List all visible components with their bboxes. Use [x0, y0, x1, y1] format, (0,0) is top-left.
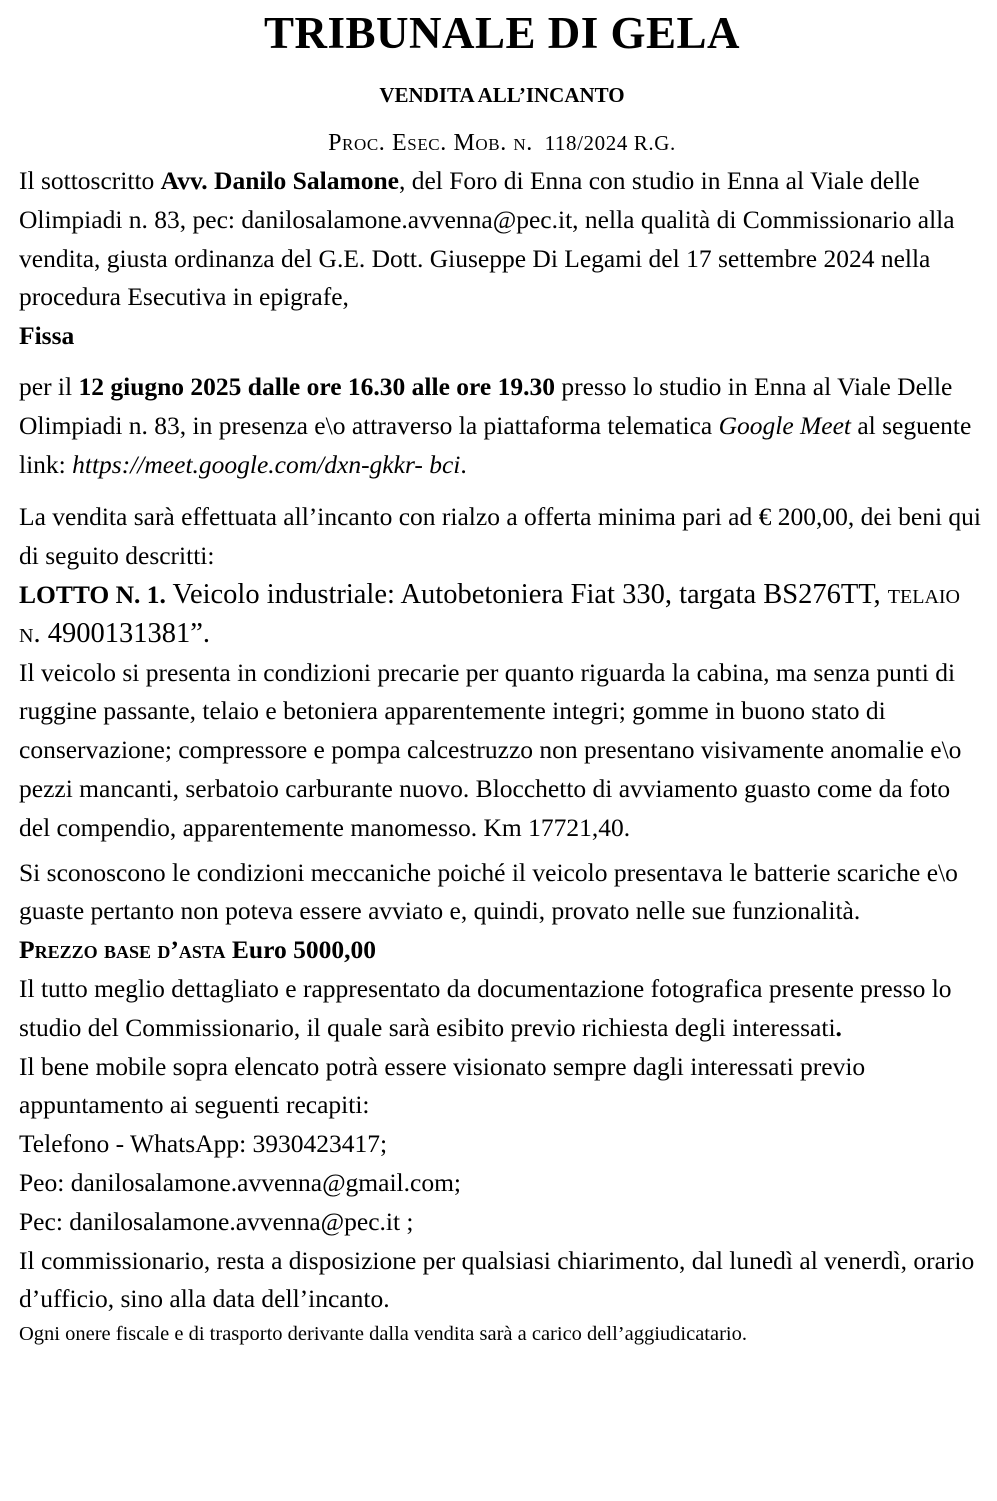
lawyer-name: Avv. Danilo Salamone — [160, 166, 399, 195]
contacts-intro: Il bene mobile sopra elencato potrà essere visionato sempre dagli interessati previo appuntamento ai seguenti recapiti: — [19, 1051, 866, 1120]
lot-desc-b: 4900131381”. — [40, 617, 210, 649]
vehicle-condition: Il veicolo si presenta in condizioni precarie per quanto riguarda la cabina, ma senza punti di ruggine passante, telaio e betoniera apparentemente integri; gomme in buono stato di conservazione; compressore e pompa calcestruzzo non presentano visivamente anomalie e\o pezzi mancanti, serbatoio carburante nuovo. Blocchetto di avviamento guasto come da foto del compendio, apparentemente manomesso. Km 17721,40. — [19, 657, 962, 842]
lot-desc-a: Veicolo industriale: Autobetoniera Fiat 330, targata BS276TT, — [165, 578, 888, 610]
schedule-text-a: per il — [19, 371, 79, 401]
sale-type-heading: VENDITA ALL’INCANTO — [379, 83, 625, 107]
fissa-label: Fissa — [19, 321, 75, 351]
docs-line-2-end: . — [835, 1012, 842, 1042]
contact-peo: Peo: danilosalamone.avvenna@gmail.com; — [19, 1167, 461, 1197]
schedule-text-d: . — [460, 449, 467, 479]
schedule-paragraph — [19, 368, 985, 484]
procedure-prefix: Proc. Esec. Mob. n. — [328, 130, 533, 156]
schedule-text-b: presso lo studio in Enna al Viale Delle Olimpiadi n. 83, in presenza e\o attraverso la piattaforma telematica — [19, 371, 953, 440]
intro-text-a: Il sottoscritto — [19, 166, 161, 195]
procedure-id: 118/2024 R.G. — [544, 131, 676, 155]
intro-paragraph — [19, 162, 985, 317]
lot-telaio: telaio n. — [19, 578, 960, 649]
base-price-label: Prezzo base d’asta — [19, 935, 226, 965]
intro-text-b: , del Foro di Enna con studio in Enna al Viale delle Olimpiadi n. 83, pec: danilosalamone.avvenna@pec.it, nella qualità di Commissionario alla vendita, giusta ordinanza del G.E. Dott. Giuseppe Di Legami del 17 settembre 2024 nella procedura Esecutiva in epigrafe, — [19, 166, 955, 312]
platform-name: Google Meet — [718, 410, 851, 440]
lot-label: LOTTO N. 1. — [19, 579, 166, 609]
base-price — [19, 931, 985, 970]
sale-paragraph: La vendita sarà effettuata all’incanto con rialzo a offerta minima pari ad € 200,00, dei beni qui di seguito descritti: — [19, 502, 982, 571]
base-price-value: Euro 5000,00 — [225, 935, 376, 965]
footer-note: Ogni onere fiscale e di trasporto derivante dalla vendita sarà a carico dell’aggiudicatario. — [19, 1323, 747, 1346]
lot-heading — [19, 576, 985, 654]
docs-line-2 — [19, 1009, 985, 1048]
availability-paragraph: Il commissionario, resta a disposizione per qualsiasi chiarimento, dal lunedì al venerdì, orario d’ufficio, sino alla data dell’incanto. — [19, 1245, 975, 1314]
auction-datetime: 12 giugno 2025 dalle ore 16.30 alle ore 19.30 — [78, 371, 555, 401]
docs-line-1: Il tutto meglio dettagliato e rappresentato da documentazione fotografica presente presso lo — [19, 973, 952, 1003]
contact-phone: Telefono - WhatsApp: 3930423417; — [19, 1129, 388, 1159]
procedure-number — [19, 130, 985, 156]
contact-pec: Pec: danilosalamone.avvenna@pec.it ; — [19, 1206, 414, 1236]
docs-line-2-text: studio del Commissionario, il quale sarà esibito previo richiesta degli interessati — [19, 1012, 836, 1042]
meet-link[interactable]: https://meet.google.com/dxn-gkkr- bci — [72, 449, 461, 479]
mechanics-paragraph: Si sconoscono le condizioni meccaniche poiché il veicolo presentava le batterie scariche e\o guaste pertanto non poteva essere avviato e, quindi, provato nelle sue funzionalità. — [19, 857, 958, 926]
schedule-text-c: al seguente link: — [19, 410, 972, 479]
court-title: TRIBUNALE DI GELA — [263, 8, 741, 58]
